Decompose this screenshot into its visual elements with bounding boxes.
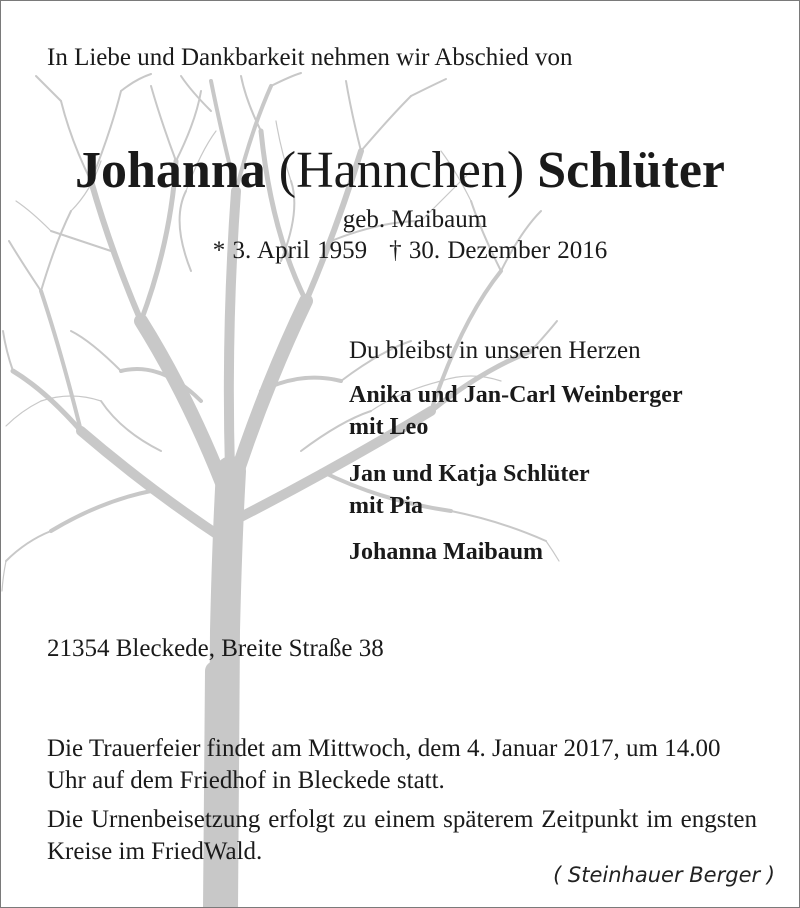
- mourner-line: Anika und Jan-Carl Weinberger: [349, 382, 683, 408]
- mourner-line: mit Pia: [349, 493, 423, 519]
- mourner-line: mit Leo: [349, 414, 429, 440]
- undertaker-signature: ( Steinhauer Berger ): [553, 863, 775, 887]
- maiden-name: geb. Maibaum: [342, 206, 488, 233]
- life-dates: [1, 237, 799, 265]
- death-date: † 30. Dezember 2016: [389, 237, 608, 264]
- burial-info: Die Urnenbeisetzung erfolgt zu einem späterem Zeitpunkt im engsten Kreise im FriedWald.: [47, 806, 757, 865]
- deceased-name: [1, 141, 799, 200]
- motto: Du bleibst in unseren Herzen: [349, 337, 641, 364]
- ceremony-info: Die Trauerfeier findet am Mittwoch, dem 4. Januar 2017, um 14.00 Uhr auf dem Friedhof in Bleckede statt.: [47, 735, 721, 794]
- nickname: (Hannchen): [278, 142, 525, 199]
- birth-date: * 3. April 1959: [212, 237, 368, 264]
- address: 21354 Bleckede, Breite Straße 38: [47, 635, 384, 662]
- first-name: Johanna: [75, 142, 266, 199]
- mourner-line: Jan und Katja Schlüter: [349, 461, 590, 487]
- last-name: Schlüter: [537, 142, 725, 199]
- intro-text: In Liebe und Dankbarkeit nehmen wir Abschied von: [47, 44, 573, 71]
- mourner-line: Johanna Maibaum: [349, 539, 544, 565]
